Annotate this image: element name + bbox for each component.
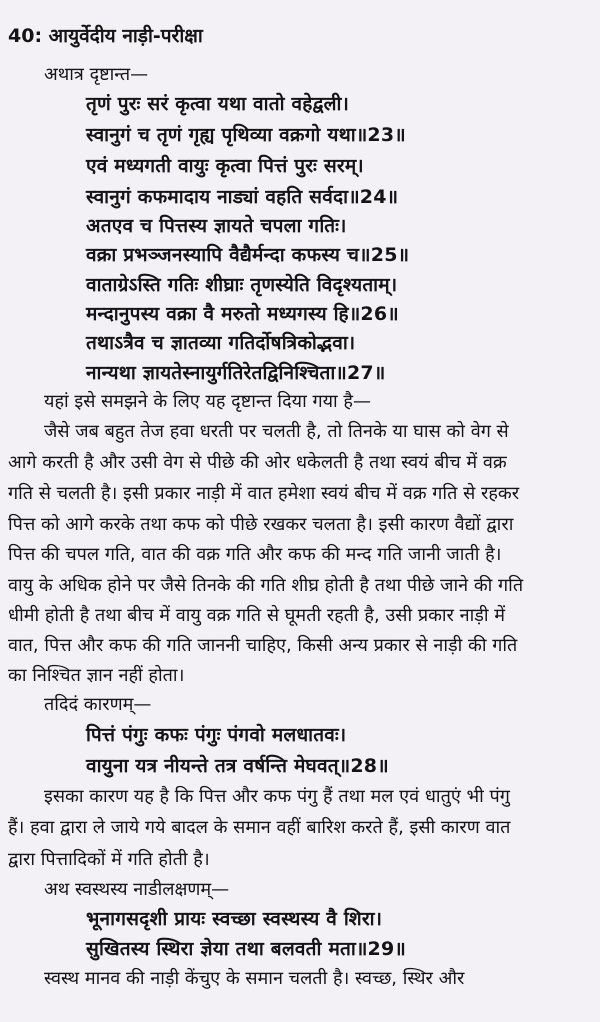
verse-line: स्वानुगं कफमादाय नाड्यां वहति सर्वदा॥24॥ [86, 186, 399, 208]
verse-line: तथाऽत्रैव च ज्ञातव्या गतिर्दोषत्रिकोद्भवा। [86, 332, 356, 354]
verse-line: एवं मध्यगती वायुः कृत्वा पित्तं पुरः सरम्। [86, 155, 364, 177]
paragraph-line: पित्त की चपल गति, वात की वक्र गति और कफ की मन्द गति जानी जाती है। [8, 544, 502, 565]
paragraph-line: यहां इसे समझने के लिए यह दृष्टान्त दिया गया है— [44, 391, 371, 412]
paragraph-line: हैं। हवा द्वारा ले जाये गये बादल के समान वहीं बारिश करते हैं, इसी कारण वात [8, 817, 511, 838]
verse-line: स्वानुगं च तृणं गृह्य पृथिव्या वक्रगो यथा॥23॥ [86, 124, 406, 146]
paragraph-line: स्वस्थ मानव की नाड़ी केंचुए के समान चलती है। स्वच्छ, स्थिर और [44, 968, 465, 989]
paragraph-line: आगे करती है और उसी वेग से पीछे की ओर धकेलती है तथा स्वयं बीच में वक्र [8, 452, 507, 473]
verse-line: पित्तं पंगुः कफः पंगुः पंगवो मलधातवः। [86, 724, 347, 746]
verse-line: भूनागसदृशी प्रायः स्वच्छा स्वस्थस्य वै शिरा। [86, 908, 383, 930]
paragraph-line: जैसे जब बहुत तेज हवा धरती पर चलती है, तो तिनके या घास को वेग से [44, 421, 509, 442]
verse-line: सुखितस्य स्थिरा ज्ञेया तथा बलवती मता॥29॥ [86, 938, 406, 960]
paragraph-line: पित्त को आगे करके तथा कफ को पीछे रखकर चलता है। इसी कारण वैद्यों द्वारा [8, 514, 514, 535]
verse-line: मन्दानुपस्य वक्रा वै मरुतो मध्यगस्य हि॥26॥ [86, 303, 399, 325]
verse-line: अतएव च पित्तस्य ज्ञायते चपला गतिः। [86, 215, 347, 237]
page-number: 40 [8, 25, 35, 47]
paragraph-line: गति से चलती है। इसी प्रकार नाड़ी में वात हमेशा स्वयं बीच में वक्र गति से रहकर [8, 483, 520, 504]
section-label: तदिदं कारणम्— [44, 694, 152, 715]
verse-line: नान्यथा ज्ञायतेस्नायुर्गतिरेतद्विनिश्चिता॥27॥ [86, 362, 386, 384]
paragraph-line: धीमी होती है तथा बीच में वायु वक्र गति से घूमती रहती है, उसी प्रकार नाड़ी में [8, 605, 506, 626]
paragraph-line: द्वारा पित्तादिकों में गति होती है। [8, 849, 210, 870]
page-header [8, 22, 203, 48]
section-label: अथात्र दृष्टान्त— [44, 64, 149, 85]
verse-line: वाताग्रेऽस्ति गतिः शीघ्राः तृणस्येति विदृश्यताम्। [86, 274, 398, 296]
section-label: अथ स्वस्थस्य नाडीलक्षणम्— [44, 879, 230, 900]
paragraph-line: का निश्चित ज्ञान नहीं होता। [8, 665, 185, 686]
paragraph-line: वायु के अधिक होने पर जैसे तिनके की गति शीघ्र होती है तथा पीछे जाने की गति [8, 575, 524, 596]
paragraph-line: वात, पित्त और कफ की गति जाननी चाहिए, किसी अन्य प्रकार से नाड़ी की गति [8, 635, 518, 656]
paragraph-line: इसका कारण यह है कि पित्त और कफ पंगु हैं तथा मल एवं धातुएं भी पंगु [44, 786, 510, 807]
verse-line: वायुना यत्र नीयन्ते तत्र वर्षन्ति मेघवत्॥28॥ [86, 755, 389, 777]
verse-line: वक्रा प्रभञ्जनस्यापि वैद्यैर्मन्दा कफस्य च॥25॥ [86, 244, 410, 266]
verse-line: तृणं पुरः सरं कृत्वा यथा वातो वहेद्वली। [86, 93, 350, 115]
running-title: : आयुर्वेदीय नाड़ी-परीक्षा [34, 25, 203, 47]
